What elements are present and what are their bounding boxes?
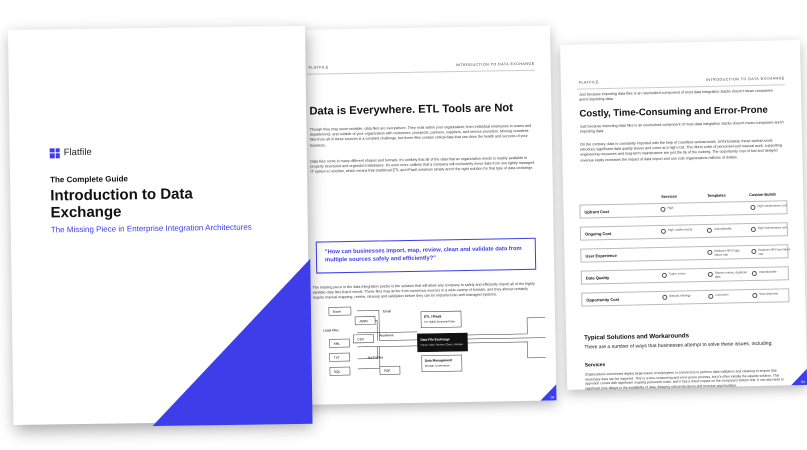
table-cell	[707, 249, 747, 257]
diagram-box-etl	[421, 311, 461, 328]
diagram-source-txt	[330, 353, 350, 361]
row-label: Opportunity Cost	[586, 296, 620, 303]
table-cell	[752, 270, 792, 276]
page-corner	[791, 369, 807, 385]
status-icon	[662, 295, 667, 300]
running-header-right: INTRODUCTION TO DATA EXCHANGE	[705, 76, 785, 82]
svg-text:XML: XML	[333, 341, 341, 346]
diagram-source-xml	[329, 339, 349, 347]
table-cell	[751, 248, 791, 256]
document-cover	[8, 26, 310, 425]
status-icon	[752, 271, 757, 276]
table-row	[580, 222, 788, 240]
cover-kicker: The Complete Guide	[50, 174, 128, 185]
diagram-source-pdf	[380, 366, 400, 374]
cell-text: High	[667, 205, 674, 210]
intro-text: Just because importing data files is an overlooked component of most data integration stacks doesn't mean companies aren't importing data.	[579, 88, 773, 102]
section-heading: Typical Solutions and Workarounds	[584, 332, 690, 342]
data-flow-diagram	[317, 294, 546, 378]
document-page-costly	[560, 40, 807, 390]
diagram-box-data-management	[422, 355, 462, 372]
table-cell	[662, 294, 702, 300]
status-icon	[751, 227, 756, 232]
flatfile-logo-icon	[50, 148, 60, 158]
row-label: Data Quality	[585, 275, 610, 281]
table-cell	[751, 226, 791, 232]
row-label: Upfront Cost	[584, 209, 610, 215]
subsection-heading: Services	[584, 362, 606, 369]
page-corner	[540, 384, 556, 400]
svg-text:SQL: SQL	[333, 369, 341, 374]
page-number: 04	[550, 395, 555, 400]
diagram-source-excel	[329, 307, 351, 315]
cell-text: Reduces NPS low failure rate	[758, 247, 791, 256]
paragraph-3: Organizations sometimes deploy large teams of employees or contractors to perform data validation and cleaning to ensure that necessary data can be imported. This is a time-consuming and error-prone process, but it's often initially the easiest solution. This approach comes with significant ongoing personnel costs, and it has a direct impact on the company's bottom line. It can also lead to significant time delays in the availability of data, delaying critical decisions and revenue opportunities.	[584, 368, 784, 391]
table-row	[580, 244, 791, 262]
cell-text: Unpredictable	[713, 226, 732, 231]
status-icon	[752, 293, 757, 298]
cell-text: High maintenance cost	[757, 225, 788, 230]
cell-text: Reduces NPS huge failure rate	[714, 248, 740, 257]
cell-text: Typos, errors	[668, 271, 686, 276]
document-page-data-everywhere	[290, 25, 557, 404]
column-header-services: Services	[661, 194, 677, 199]
paragraph-1: Though they may seem invisible, data files are everywhere. They exist within your organization; from individual employees to teams and departments, and outside of your organization with customers, prospects, partners, suppliers, and service providers. Moving countless files from all of these sources is a constant challenge, but these files contain critical data that can drive the health and success of your business.	[309, 123, 532, 148]
svg-text:CSV: CSV	[357, 337, 365, 342]
header-divider	[307, 70, 535, 75]
svg-text:ETL / iPaaS: ETL / iPaaS	[423, 314, 442, 319]
status-icon	[707, 228, 712, 233]
brand-logo	[50, 147, 92, 159]
diagram-source-sql	[330, 367, 350, 375]
cell-text: High maintenance cost	[757, 203, 787, 208]
cover-subtitle: The Missing Piece in Enterprise Integration Architectures	[50, 222, 252, 235]
running-header-left: FLATFILE	[578, 80, 599, 85]
diagram-source-legal-files: Legal Files	[323, 328, 339, 333]
section-subheading: There are a number of ways that businesses attempt to solve these issues, including:	[584, 340, 773, 351]
decorative-triangle	[150, 259, 312, 426]
table-cell	[708, 271, 748, 279]
status-icon	[708, 294, 713, 299]
svg-text:TXT: TXT	[333, 355, 340, 360]
svg-text:Import, Map, Review, Clean, Va: Import, Map, Review, Clean, Validate	[420, 343, 464, 347]
table-cell	[662, 272, 702, 278]
page-number: 04	[801, 379, 806, 385]
cell-text: Rejects entries, duplicate data	[714, 270, 748, 279]
column-header-custom-builds: Custom Builds	[749, 192, 777, 198]
svg-text:Data File Exchange: Data File Exchange	[420, 337, 450, 342]
table-cell	[660, 206, 700, 212]
running-header-left: FLATFILE	[308, 65, 329, 70]
status-icon	[707, 250, 712, 255]
paragraph-1: Just because importing data files is an overlooked component of most data integration stacks doesn't mean companies aren't importing data.	[579, 120, 784, 134]
page-title: Data is Everywhere. ETL Tools are Not	[309, 102, 514, 118]
paragraph-2: Data files come in many different shapes and formats. It's unlikely that all of the data that an organization needs is readily available in properly structured and organized databases. It's even more unlikely that a company will exclusively move data from one tightly managed IT system to another, which means that traditional ETL and iPaaS solutions simply aren't the right solution for that type of data exchange.	[310, 155, 535, 175]
running-header-right: INTRODUCTION TO DATA EXCHANGE	[455, 61, 535, 68]
status-icon	[751, 249, 756, 254]
column-header-templates: Templates	[707, 193, 726, 198]
cell-text: High, scales poorly	[667, 227, 693, 232]
diagram-source-email: Email	[382, 309, 391, 314]
table-cell	[752, 292, 792, 298]
svg-text:Excel: Excel	[332, 309, 341, 314]
cell-text: Slow lead time	[759, 291, 779, 296]
diagram-source-anywhere: Anywhere	[379, 333, 394, 338]
cell-text: Unpredictable	[758, 269, 777, 274]
diagram-box-data-file-exchange	[417, 333, 467, 352]
table-cell	[661, 228, 701, 234]
svg-text:Storage, Governance: Storage, Governance	[424, 364, 450, 368]
table-row	[581, 266, 789, 284]
table-cell	[750, 204, 790, 210]
table-cell	[708, 293, 748, 299]
status-icon	[708, 272, 713, 277]
table-row	[579, 200, 787, 218]
status-icon	[661, 229, 666, 234]
pull-quote: "How can businesses import, map, review, clean and validate data from multiple sources safely and efficiently?"	[316, 238, 537, 274]
status-icon	[750, 205, 755, 210]
status-icon	[662, 273, 667, 278]
table-row	[581, 288, 789, 306]
diagram-source-json	[355, 317, 375, 325]
cell-text: Lost users	[715, 292, 729, 297]
row-label: Ongoing Cost	[584, 230, 612, 237]
paragraph-2: On the contrary, data is constantly imported with the help of countless workarounds. Unfortunately, these workarounds introduce significant data quality issues and come at a high cost. The direct costs of personnel and manual work, supporting engineering resources and long-term maintenance are just the tip of the iceberg. The opportunity cost of lost and delayed revenue vastly increases the impact of data import and can cost organizations millions of dollars.	[580, 138, 783, 163]
cover-title: Introduction to Data Exchange	[50, 185, 193, 222]
status-icon	[660, 207, 665, 212]
svg-text:Data Management: Data Management	[424, 358, 453, 363]
table-cell	[707, 227, 747, 233]
paragraph-3: The missing piece in the data integration puzzle is the solution that will allow any company to safely and efficiently import all of the highly variable data files that it needs. These files may arrive from numerous sources in a wide variety of formats, and they almost certainly require manual mapping, review, cleanup and validation before they can be imported into well-managed systems.	[312, 281, 535, 301]
page-title: Costly, Time-Consuming and Error-Prone	[579, 104, 768, 120]
row-label: User Experience	[585, 252, 617, 259]
svg-text:PDF: PDF	[383, 368, 391, 373]
diagram-source-3rd-parties: 3rd Parties	[367, 355, 384, 360]
svg-text:JSON: JSON	[359, 319, 368, 324]
cell-text: Manual, lethargy	[669, 293, 691, 298]
svg-text:For Highly Structured Data: For Highly Structured Data	[424, 320, 455, 324]
diagram-source-csv	[353, 335, 373, 343]
logo-text: Flatfile	[63, 146, 92, 159]
